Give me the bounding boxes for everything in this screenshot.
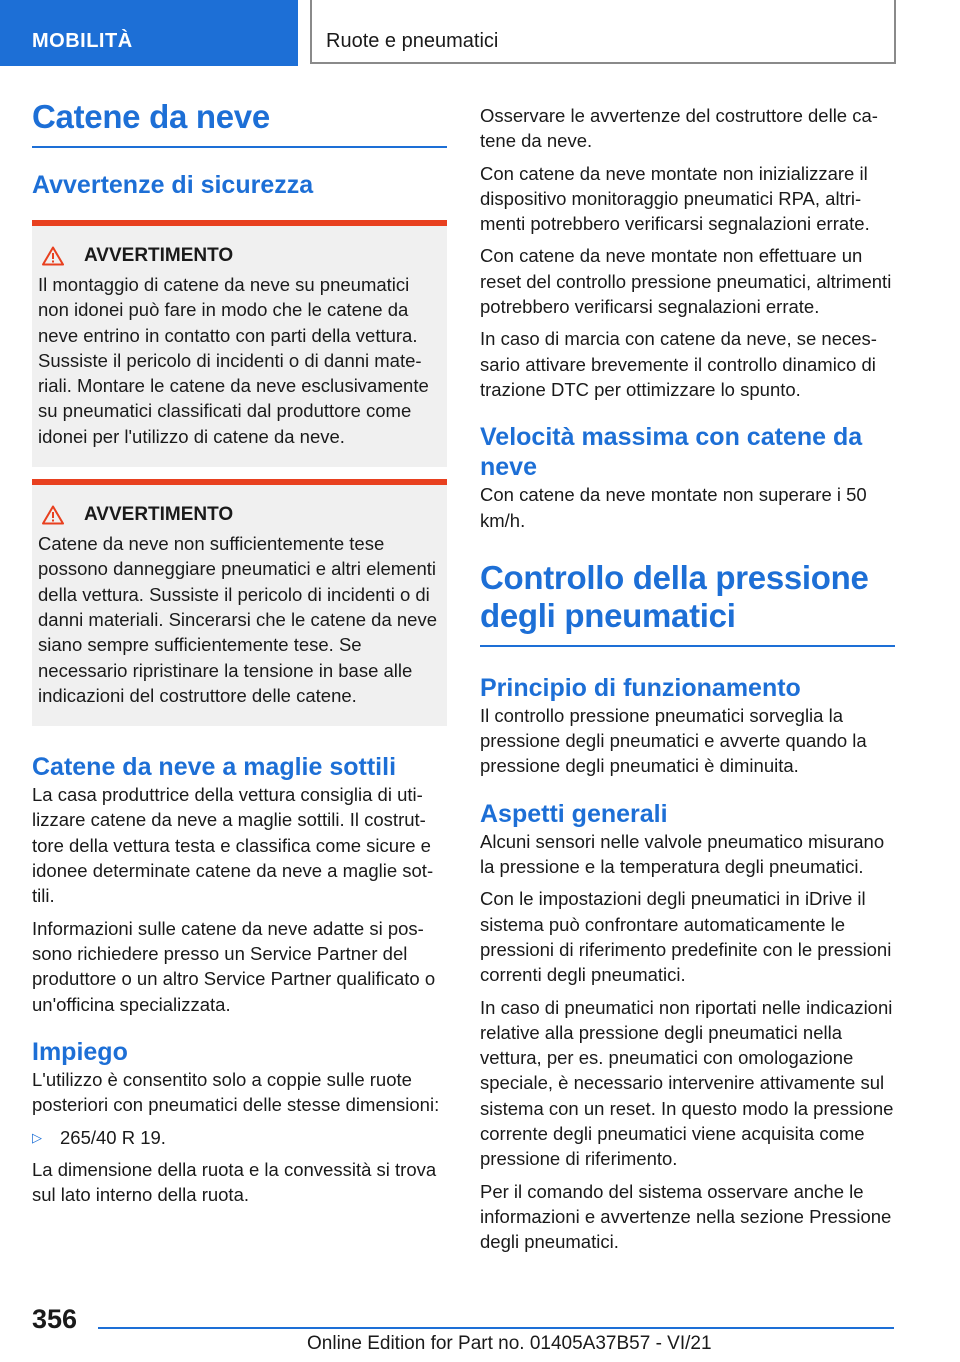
warning-box bbox=[32, 479, 447, 726]
warning-text: Il montaggio di catene da neve su pneumatici non idonei può fare in modo che le catene da neve entrino in contatto con parti della vettura. Sussiste il pericolo di incidenti o di danni materiali. Montare le catene da neve esclusivamente su pneumatici classificati dal produttore come idonei per l'utilizzo di catene da neve. bbox=[38, 274, 429, 447]
paragraph: Alcuni sensori nelle valvole pneumatico misurano la pressione e la temperatura degli pneumatici. bbox=[480, 830, 885, 878]
paragraph: Per il comando del sistema osservare anche le informazioni e avvertenze nella sezione Pressione degli pneumatici. bbox=[480, 1180, 892, 1253]
triangle-bullet-icon: ▷ bbox=[32, 1130, 42, 1146]
warning-triangle-icon bbox=[42, 246, 64, 266]
paragraph: In caso di pneumatici non riportati nelle indicazioni relative alla pressione degli pneumatici nella vettura, per es. pneumatici con omologazione speciale, è necessario intervenire attivamente sul sistema con un reset. In questo modo la pressione corrente degli pneumatici viene acquisita come pressione di riferimento. bbox=[480, 996, 894, 1170]
paragraph: Con le impostazioni degli pneumatici in iDrive il sistema può confrontare automaticamente le pressioni di riferimento predefinite con le pressioni correnti degli pneumatici. bbox=[480, 888, 892, 986]
footer-rule bbox=[98, 1327, 894, 1329]
paragraph: Informazioni sulle catene da neve adatte si possono richiedere presso un Service Partner del produttore o un altro Service Partner qualificato o un'officina specializzata. bbox=[32, 917, 436, 1015]
edition-note: Online Edition for Part no. 01405A37B57 - VI/21 bbox=[307, 1333, 712, 1354]
warning-triangle-icon bbox=[42, 505, 64, 525]
right-column bbox=[480, 103, 895, 1255]
paragraph: Con catene da neve montate non inizializzare il dispositivo monitoraggio pneumatici RPA, altrimenti potrebbero verificarsi segnalazioni errate. bbox=[480, 162, 870, 235]
heading-fine-link-chains: Catene da neve a maglie sottili bbox=[32, 753, 397, 782]
list-item bbox=[32, 1125, 447, 1150]
chapter-title: Ruote e pneumatici bbox=[310, 0, 896, 64]
heading-safety-notes: Avvertenze di sicurezza bbox=[32, 171, 314, 199]
warning-title: AVVERTIMENTO bbox=[84, 504, 234, 526]
heading-general: Aspetti generali bbox=[480, 799, 668, 828]
paragraph: Osservare le avvertenze del costruttore delle catene da neve. bbox=[480, 105, 878, 152]
page-header bbox=[0, 0, 960, 66]
warning-text: Catene da neve non sufficientemente tese possono danneggiare pneumatici e altri elementi della vettura. Sussiste il pericolo di incidenti o di danni materiali. Sincerarsi che le catene da neve siano sempre sufficientemente tese. Se necessario ripristinare la tensione in base alle indicazioni del costruttore delle catene. bbox=[38, 533, 438, 706]
warning-title: AVVERTIMENTO bbox=[84, 245, 234, 266]
paragraph: La dimensione della ruota e la convessità si trova sul lato interno della ruota. bbox=[32, 1158, 437, 1206]
heading-max-speed: Velocità massima con catene da neve bbox=[480, 423, 863, 482]
heading-principle: Principio di funzionamento bbox=[480, 673, 801, 702]
heading-tire-pressure-monitor: Controllo della pressione degli pneumatici bbox=[480, 558, 869, 634]
paragraph: Il controllo pressione pneumatici sorveglia la pressione degli pneumatici e avverte quando la pressione degli pneumatici è diminuita. bbox=[480, 704, 867, 777]
paragraph: In caso di marcia con catene da neve, se necessario attivare brevemente il controllo dinamico di trazione DTC per ottimizzare lo spunto. bbox=[480, 328, 877, 400]
warning-box bbox=[32, 220, 447, 467]
left-column bbox=[32, 98, 447, 1207]
heading-usage: Impiego bbox=[32, 1037, 128, 1066]
paragraph: La casa produttrice della vettura consiglia di utilizzare catene da neve a maglie sottili. Il costruttore della vettura testa e classifica come sicure e idonee determinate catene da neve a maglie sottili. bbox=[32, 784, 434, 907]
paragraph: L'utilizzo è consentito solo a coppie sulle ruote posteriori con pneumatici delle stesse dimensioni: bbox=[32, 1068, 440, 1116]
page-number: 356 bbox=[32, 1304, 78, 1334]
paragraph: Con catene da neve montate non superare i 50 km/h. bbox=[480, 484, 867, 531]
list-item-text: 265/40 R 19. bbox=[60, 1127, 166, 1149]
section-tab: MOBILITÀ bbox=[0, 0, 298, 66]
heading-snow-chains: Catene da neve bbox=[32, 98, 270, 135]
paragraph: Con catene da neve montate non effettuare un reset del controllo pressione pneumatici, altrimenti potrebbero verificarsi segnalazioni errate. bbox=[480, 245, 892, 318]
